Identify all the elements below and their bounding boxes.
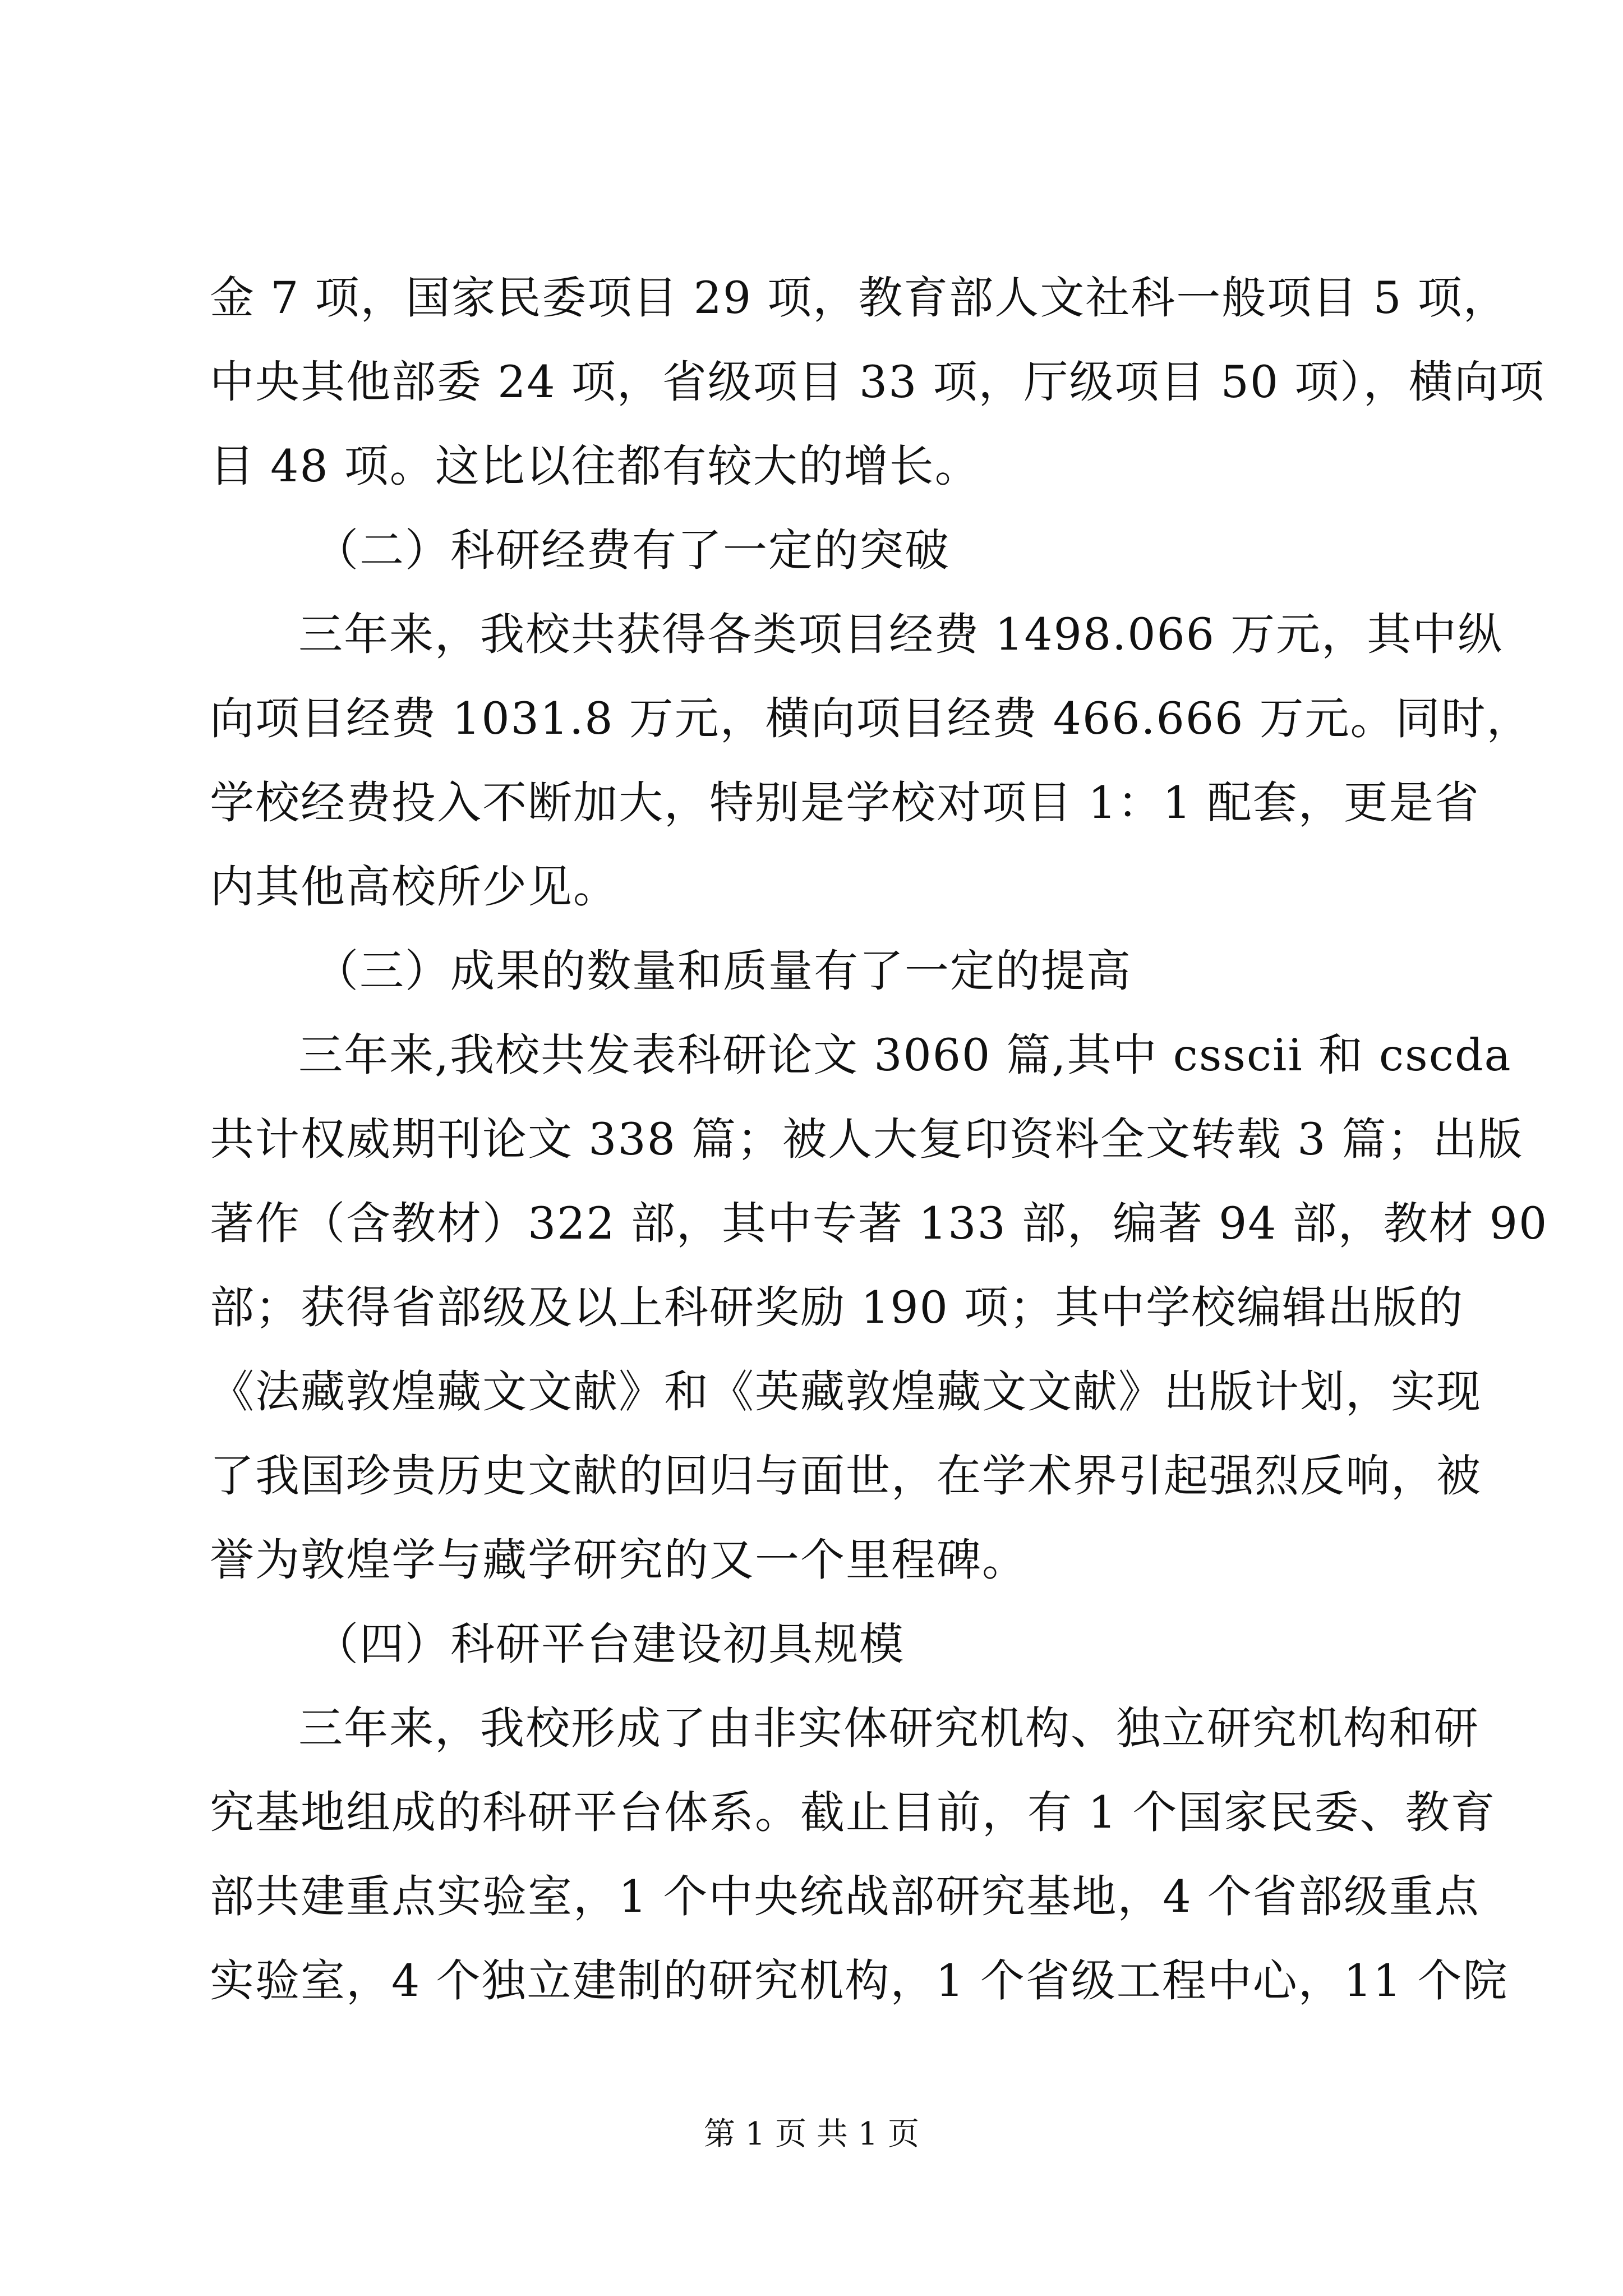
text-line: 部共建重点实验室，1 个中央统战部研究基地，4 个省部级重点 bbox=[210, 1871, 1480, 1922]
paragraph-first-line: 三年来，我校形成了由非实体研究机构、独立研究机构和研 bbox=[298, 1703, 1479, 1754]
text-line: 《法藏敦煌藏文文献》和《英藏敦煌藏文文献》出版计划，实现 bbox=[210, 1366, 1482, 1418]
text-line: 了我国珍贵历史文献的回归与面世，在学术界引起强烈反响，被 bbox=[210, 1450, 1482, 1502]
text-line: 向项目经费 1031.8 万元，横向项目经费 466.666 万元。同时， bbox=[210, 693, 1532, 744]
text-line: 中央其他部委 24 项，省级项目 33 项，厅级项目 50 项），横向项 bbox=[210, 356, 1545, 408]
text-line: 目 48 项。这比以往都有较大的增长。 bbox=[210, 440, 980, 492]
text-line: 究基地组成的科研平台体系。截止目前，有 1 个国家民委、教育 bbox=[210, 1787, 1496, 1838]
text-line: 学校经费投入不断加大，特别是学校对项目 1：1 配套，更是省 bbox=[210, 777, 1480, 829]
text-line: 金 7 项，国家民委项目 29 项，教育部人文社科一般项目 5 项， bbox=[210, 272, 1509, 324]
document-body bbox=[210, 256, 1548, 2023]
text-line: 部；获得省部级及以上科研奖励 190 项；其中学校编辑出版的 bbox=[210, 1282, 1464, 1333]
text-line: 内其他高校所少见。 bbox=[210, 861, 619, 913]
section-heading: （二）科研经费有了一定的突破 bbox=[314, 524, 950, 576]
paragraph-first-line: 三年来,我校共发表科研论文 3060 篇,其中 csscii 和 cscda bbox=[298, 1029, 1512, 1081]
section-heading: （四）科研平台建设初具规模 bbox=[314, 1618, 905, 1670]
text-line: 共计权威期刊论文 338 篇；被人大复印资料全文转载 3 篇；出版 bbox=[210, 1114, 1524, 1165]
page-number-footer: 第 1 页 共 1 页 bbox=[703, 2116, 920, 2152]
text-line: 实验室，4 个独立建制的研究机构，1 个省级工程中心，11 个院 bbox=[210, 1955, 1509, 2007]
section-heading: （三）成果的数量和质量有了一定的提高 bbox=[314, 945, 1132, 997]
paragraph-first-line: 三年来，我校共获得各类项目经费 1498.066 万元，其中纵 bbox=[298, 609, 1504, 660]
text-line: 著作（含教材）322 部，其中专著 133 部，编著 94 部，教材 90 bbox=[210, 1198, 1548, 1249]
text-line: 誉为敦煌学与藏学研究的又一个里程碑。 bbox=[210, 1534, 1027, 1586]
